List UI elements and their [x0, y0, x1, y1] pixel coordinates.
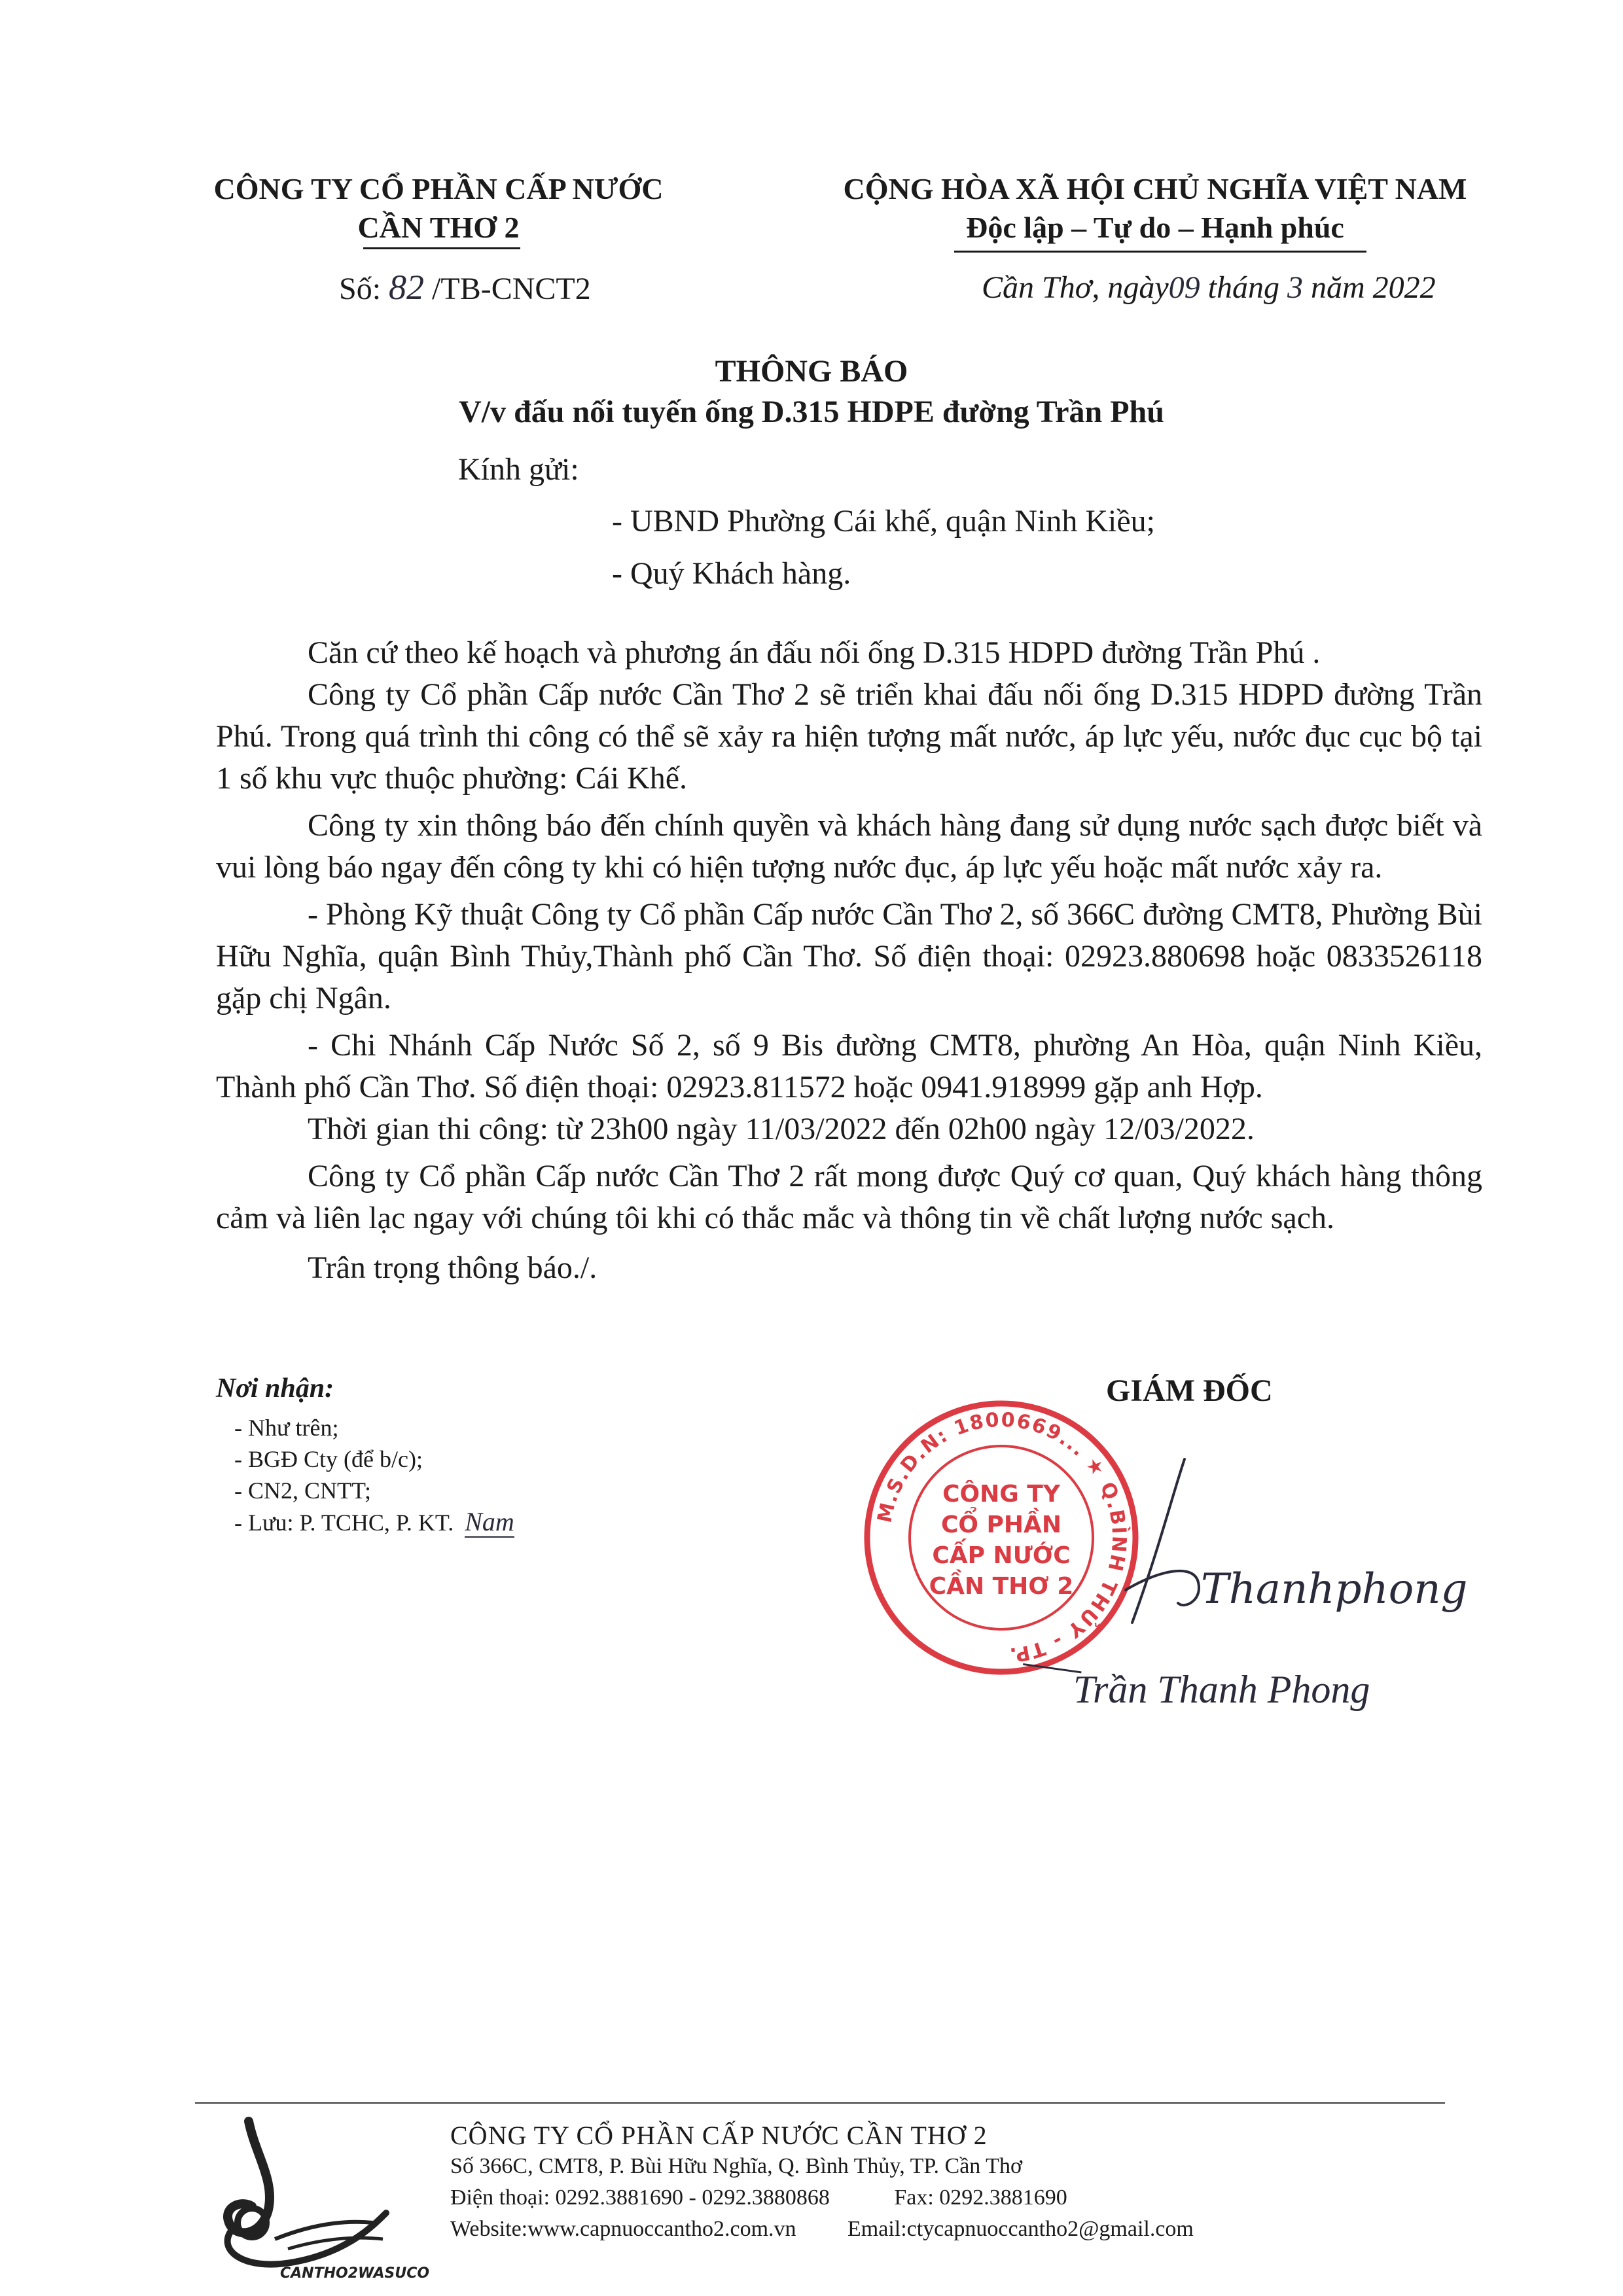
addressee-item: - Quý Khách hàng.	[612, 556, 851, 591]
recipient-item: - CN2, CNTT;	[234, 1477, 372, 1504]
footer-address: Số 366C, CMT8, P. Bùi Hữu Nghĩa, Q. Bình Thủy, TP. Cần Thơ	[450, 2154, 1022, 2178]
issue-date-month: 3	[1287, 270, 1303, 305]
seal-line2: CỔ PHẦN	[940, 1511, 1062, 1538]
company-name-underline	[363, 247, 520, 249]
issue-date-text-1: Cần Thơ, ngày	[982, 270, 1169, 305]
addressee-list	[612, 495, 1155, 600]
footer-company-name: CÔNG TY CỔ PHẦN CẤP NƯỚC CẦN THƠ 2	[450, 2121, 988, 2150]
body-paragraph-schedule: Thời gian thi công: từ 23h00 ngày 11/03/2022 đến 02h00 ngày 12/03/2022.	[308, 1112, 1255, 1146]
document-number-handwritten: 82	[389, 268, 425, 307]
logo-wordmark: CANTHO2WASUCO	[280, 2265, 430, 2282]
national-motto	[772, 171, 1538, 245]
director-signature	[1086, 1439, 1468, 1636]
company-name	[164, 171, 713, 245]
seal-line3: CẤP NƯỚC	[932, 1542, 1071, 1569]
issue-date-text-2: tháng	[1207, 270, 1279, 305]
addressee-label: Kính gửi:	[458, 452, 579, 487]
notice-subject: V/v đấu nối tuyến ống D.315 HDPE đường Trần Phú	[459, 395, 1164, 429]
archive-initials: Nam	[465, 1507, 514, 1536]
notice-title: THÔNG BÁO	[715, 354, 908, 389]
body-paragraph-announcement: Công ty Cổ phần Cấp nước Cần Thơ 2 sẽ triển khai đấu nối ống D.315 HDPD đường Trần Phú. Trong quá trình thi công có thể sẽ xảy ra hiện tượng mất nước, áp lực yếu, nước đục cục bộ tại 1 số khu vực thuộc phường: Cái Khế.	[216, 677, 1482, 796]
footer-divider	[195, 2102, 1445, 2104]
signer-name: Trần Thanh Phong	[1073, 1668, 1370, 1711]
issue-date	[982, 270, 1436, 306]
document-number	[339, 267, 591, 308]
body-paragraph-request: Công ty xin thông báo đến chính quyền và khách hàng đang sử dụng nước sạch được biết và vui lòng báo ngay đến công ty khi có hiện tượng nước đục, áp lực yếu hoặc mất nước xảy ra.	[216, 808, 1482, 885]
body-paragraph-apology: Công ty Cổ phần Cấp nước Cần Thơ 2 rất mong được Quý cơ quan, Quý khách hàng thông cảm và liên lạc ngay với chúng tôi khi có thắc mắc và thông tin về chất lượng nước sạch.	[216, 1159, 1482, 1235]
footer-info	[450, 2120, 1471, 2245]
seal-line4: CẦN THƠ 2	[929, 1573, 1074, 1600]
signer-title: GIÁM ĐỐC	[1106, 1373, 1273, 1408]
notice-body	[216, 632, 1482, 1289]
issue-date-day: 09	[1168, 270, 1200, 305]
body-paragraph-contact-technical: - Phòng Kỹ thuật Công ty Cổ phần Cấp nước Cần Thơ 2, số 366C đường CMT8, Phường Bùi Hữu Nghĩa, quận Bình Thủy,Thành phố Cần Thơ. Số điện thoại: 02923.880698 hoặc 0833526118 gặp chị Ngân.	[216, 897, 1482, 1016]
recipient-item: - Lưu: P. TCHC, P. KT. Nam	[234, 1507, 514, 1536]
footer-logo	[196, 2108, 430, 2285]
document-number-prefix: Số:	[339, 272, 382, 306]
seal-line1: CÔNG TY	[942, 1481, 1060, 1508]
recipient-item: - Như trên;	[234, 1415, 339, 1441]
footer-website[interactable]: Website:www.capnuoccantho2.com.vn	[450, 2217, 796, 2241]
footer-contact-line	[450, 2182, 1471, 2214]
addressee-item: - UBND Phường Cái khế, quận Ninh Kiều;	[612, 504, 1155, 539]
signature-scribble	[1086, 1439, 1468, 1636]
footer-fax: Fax: 0292.3881690	[894, 2185, 1067, 2210]
recipients-list	[234, 1412, 514, 1538]
body-paragraph-basis: Căn cứ theo kế hoạch và phương án đấu nối ống D.315 HDPD đường Trần Phú .	[308, 635, 1321, 670]
body-closing: Trân trọng thông báo./.	[308, 1250, 597, 1285]
company-logo-icon	[196, 2108, 412, 2285]
body-paragraph-contact-branch: - Chi Nhánh Cấp Nước Số 2, số 9 Bis đường CMT8, phường An Hòa, quận Ninh Kiều, Thành phố Cần Thơ. Số điện thoại: 02923.811572 hoặc 0941.918999 gặp anh Hợp.	[216, 1028, 1482, 1104]
national-motto-underline	[954, 251, 1366, 253]
footer-phone: Điện thoại: 0292.3881690 - 0292.3880868	[450, 2185, 830, 2210]
signature-mark: Thanhphong	[1201, 1565, 1468, 1614]
footer-email[interactable]: Email:ctycapnuoccantho2@gmail.com	[847, 2217, 1194, 2241]
footer-web-line	[450, 2214, 1471, 2245]
seal-ring-text: M.S.D.N: 1800669... ★ Q.BÌNH THỦY - TP.	[873, 1408, 1131, 1667]
recipients-label: Nơi nhận:	[216, 1373, 334, 1404]
recipient-item: - BGĐ Cty (để b/c);	[234, 1446, 423, 1472]
company-name-line2: CẦN THƠ 2	[357, 211, 520, 244]
national-motto-line: Độc lập – Tự do – Hạnh phúc	[966, 211, 1344, 244]
document-number-suffix: /TB-CNCT2	[432, 272, 591, 306]
company-name-line1: CÔNG TY CỔ PHẦN CẤP NƯỚC	[213, 172, 664, 205]
issue-date-text-3: năm 2022	[1310, 270, 1436, 305]
national-name: CỘNG HÒA XÃ HỘI CHỦ NGHĨA VIỆT NAM	[843, 172, 1467, 205]
